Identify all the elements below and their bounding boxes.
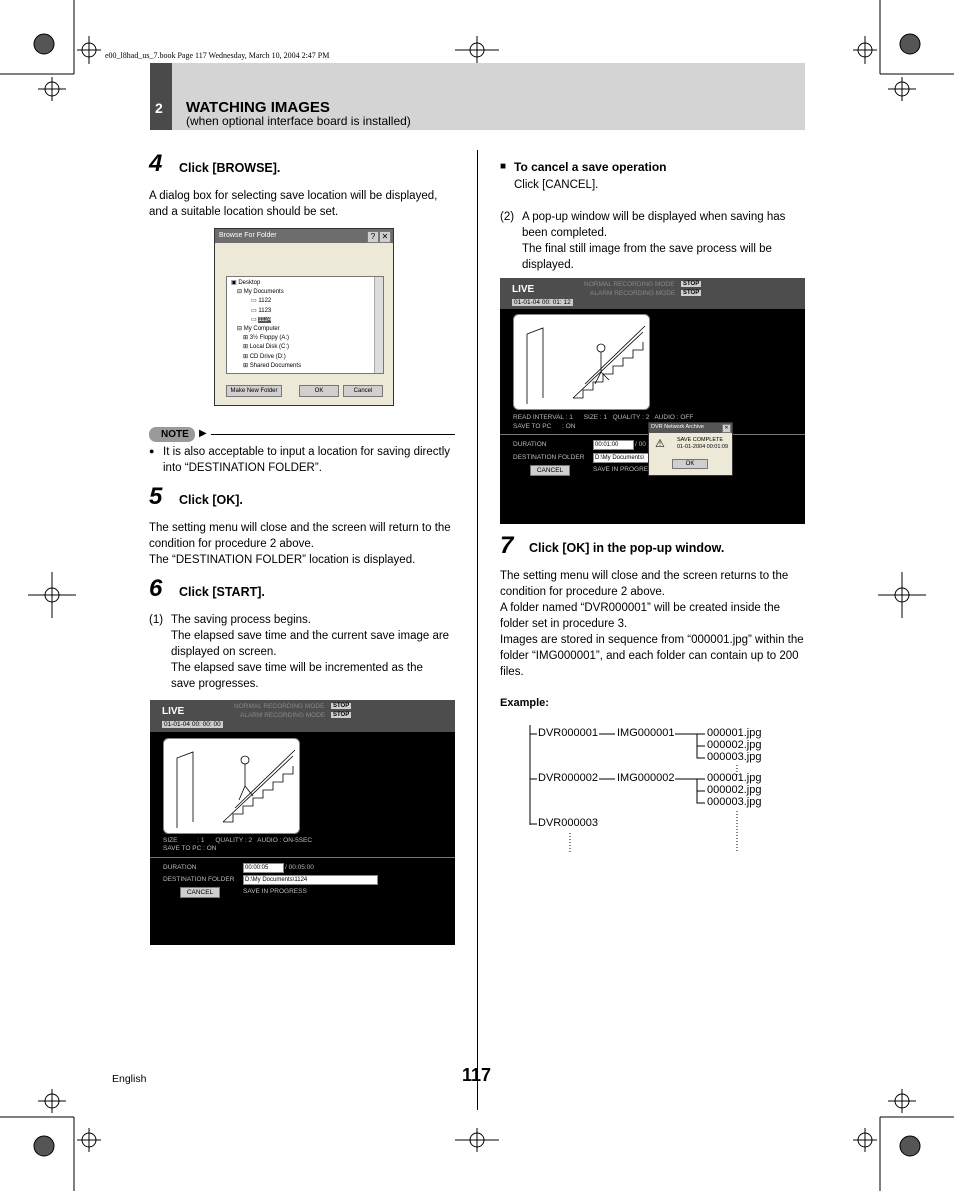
interval-line: READ INTERVAL : 1 SIZE : 1 QUALITY : 2 AUDIO : OFF [513,414,694,421]
step6-item1: The saving process begins. [171,614,311,626]
save-complete-popup [648,422,733,476]
example-file2: 000002.jpg [707,739,762,751]
desktop-icon: ▣ [231,280,239,286]
duration-label: DURATION [163,864,197,871]
example-file3b: 000003.jpg [707,796,762,808]
cancel-button[interactable]: Cancel [343,385,383,397]
step4-body: A dialog box for selecting save location will be displayed, and a suitable location should be set. [149,190,438,218]
tree-scrollbar[interactable] [374,277,383,373]
stair-image [513,314,650,410]
step5-body1: The setting menu will close and the screen will return to the condition for procedure 2 above. [149,522,451,550]
step7-p2: A folder named “DVR000001” will be created inside the folder set in procedure 3. [500,602,780,630]
save-pc-line: SAVE TO PC : ON [513,423,576,430]
chapter-number: 2 [155,100,163,116]
live-label: LIVE [512,284,535,295]
step7-p3: Images are stored in sequence from “000001.jpg” within the folder “IMG000001”, and each folder can contain up to 200 files. [500,634,804,678]
alarm-stop-badge: STOP [683,290,700,296]
tree-item[interactable]: ▭ 1122 [251,298,272,305]
example-file1: 000001.jpg [707,727,762,739]
tree-item[interactable]: ⊞ Shared Documents [243,362,302,369]
example-dvr2: DVR000002 [538,772,598,784]
example-dvr1: DVR000001 [538,727,598,739]
example-img1: IMG000001 [617,727,675,739]
tree-item[interactable]: ⊟ My Computer [237,326,280,333]
item2-text-a: A pop-up window will be displayed when saving has been completed. [522,211,786,239]
popup-time: 01-01-2004 00:01:09 [677,444,729,450]
cancel-title: To cancel a save operation [514,160,667,174]
note-arrow-icon: ▶ [199,428,207,439]
cancel-save-button[interactable]: CANCEL [530,465,570,476]
cancel-body: Click [CANCEL]. [514,179,599,191]
duration-field[interactable]: 00:01:00 [593,440,634,450]
live-label: LIVE [162,706,185,717]
page-number: 117 [462,1065,492,1085]
duration-field[interactable]: 00:00:05 [243,863,284,873]
print-slug: e00_l8had_us_7.book Page 117 Wednesday, March 10, 2004 2:47 PM [105,51,330,60]
popup-title: DVR Network Archive [651,424,704,430]
step6-item-number: (1) [149,614,164,626]
alarm-stop-badge: STOP [333,712,350,718]
normal-stop-badge: STOP [683,281,700,287]
tree-item[interactable]: ⊞ CD Drive (D:) [243,353,286,360]
normal-mode-label: NORMAL RECORDING MODE [584,281,675,288]
step6-number: 6 [149,575,163,602]
example-img2: IMG000002 [617,772,675,784]
close-icon[interactable]: ✕ [379,231,391,243]
note-label: NOTE [161,429,189,440]
alarm-mode-label: ALARM RECORDING MODE [590,290,676,297]
duration-total: / 00:05:00 [285,864,314,871]
step7-title: Click [OK] in the pop-up window. [529,541,725,555]
size-line: SIZE : 1 QUALITY : 2 AUDIO : ON-5SEC [163,837,313,844]
tree-item[interactable]: ⊞ 3½ Floppy (A:) [243,335,290,342]
help-button[interactable]: ? [367,231,379,243]
step6-item2: The elapsed save time and the current save image are displayed on screen. [171,630,450,658]
step4-number: 4 [149,150,163,177]
ok-button[interactable]: OK [299,385,339,397]
chapter-tab [150,63,172,130]
duration-label: DURATION [513,441,547,448]
cancel-save-button[interactable]: CANCEL [180,887,220,898]
save-progress-label: SAVE IN PROGRE [593,466,649,473]
tree-item-selected[interactable]: ▭ 1124 [251,316,272,323]
warning-icon: ⚠ [655,438,665,450]
chapter-subtitle: (when optional interface board is installed) [186,114,411,128]
step5-title: Click [OK]. [179,493,243,507]
item2-number: (2) [500,211,515,223]
destination-field[interactable]: D:\My Documents\ [593,453,650,463]
saving-screen [150,700,455,945]
example-file3: 000003.jpg [707,751,762,763]
cancel-bullet-icon: ■ [500,161,507,172]
time-readout: 01-01-04 00: 01: 12 [514,299,571,306]
tree-item[interactable]: ▣ Desktop [231,280,261,286]
alarm-mode-label: ALARM RECORDING MODE [240,712,326,719]
make-new-folder-button[interactable]: Make New Folder [226,385,282,397]
destination-label: DESTINATION FOLDER [163,876,235,883]
dialog-title: Browse For Folder [219,232,277,239]
note-rule [211,434,455,435]
popup-ok-button[interactable]: OK [672,459,708,469]
example-dvr3: DVR000003 [538,817,598,829]
stair-image [163,738,300,834]
example-label: Example: [500,697,549,709]
popup-close-icon[interactable]: ✕ [722,424,731,433]
popup-message: SAVE COMPLETE [677,437,724,443]
screen-divider [150,857,455,858]
step5-number: 5 [149,483,163,510]
chapter-title: WATCHING IMAGES [186,99,330,116]
column-divider [477,150,478,1110]
save-progress-label: SAVE IN PROGRESS [243,888,307,895]
browse-folder-dialog [214,228,394,406]
step7-number: 7 [500,532,514,559]
normal-mode-label: NORMAL RECORDING MODE [234,703,325,710]
time-readout: 01-01-04 00: 00: 00 [164,721,221,728]
step7-p1: The setting menu will close and the screen returns to the condition for procedure 2 above. [500,570,789,598]
item2-text-b: The final still image from the save process will be displayed. [522,243,772,271]
note-bullet-icon: ● [149,446,155,456]
folder-tree [226,276,384,374]
destination-field[interactable]: D:\My Documents\1124 [243,875,378,885]
example-file1b: 000001.jpg [707,772,762,784]
save-complete-screen [500,278,805,524]
duration-total: / 00 [635,441,646,448]
step6-item3: The elapsed save time will be incremented as the save progresses. [171,662,423,690]
step4-title: Click [BROWSE]. [179,161,281,175]
destination-label: DESTINATION FOLDER [513,454,585,461]
note-text: It is also acceptable to input a location for saving directly into “DESTINATION FOLDER”. [163,446,451,474]
tree-item[interactable]: ⊞ Local Disk (C:) [243,344,290,351]
example-file2b: 000002.jpg [707,784,762,796]
tree-item[interactable]: ⊟ My Documents [237,289,284,296]
step5-body2: The “DESTINATION FOLDER” location is displayed. [149,554,416,566]
save-pc-line: SAVE TO PC : ON [163,845,217,852]
footer-language: English [112,1073,147,1085]
normal-stop-badge: STOP [333,703,350,709]
tree-item[interactable]: ▭ 1123 [251,307,272,314]
step6-title: Click [START]. [179,585,265,599]
